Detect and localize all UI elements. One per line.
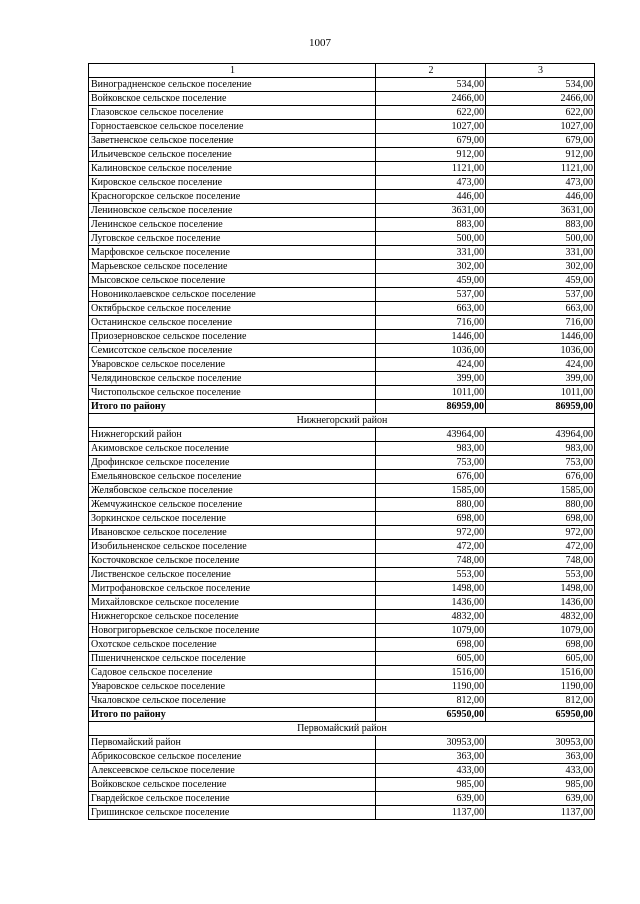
value-col-3-cell: 1011,00 [486,386,595,400]
value-col-3-cell: 605,00 [486,652,595,666]
table-row [89,288,595,302]
value-col-3-cell: 331,00 [486,246,595,260]
table-row [89,372,595,386]
table-row [89,792,595,806]
value-col-2-cell: 883,00 [376,218,486,232]
value-col-2-cell: 363,00 [376,750,486,764]
table-row [89,386,595,400]
table-row [89,736,595,750]
value-col-3-cell: 983,00 [486,442,595,456]
value-col-3-cell: 985,00 [486,778,595,792]
value-col-2-cell: 663,00 [376,302,486,316]
settlement-name-cell: Калиновское сельское поселение [89,162,376,176]
settlement-name-cell: Чкаловское сельское поселение [89,694,376,708]
settlement-name-cell: Изобильненское сельское поселение [89,540,376,554]
table-row [89,610,595,624]
value-col-3-cell: 639,00 [486,792,595,806]
value-col-3-cell: 748,00 [486,554,595,568]
value-col-3-cell: 883,00 [486,218,595,232]
value-col-2-cell: 679,00 [376,134,486,148]
table-row [89,596,595,610]
value-col-2-cell: 459,00 [376,274,486,288]
value-col-2-cell: 676,00 [376,470,486,484]
settlement-name-cell: Михайловское сельское поселение [89,596,376,610]
value-col-3-cell: 880,00 [486,498,595,512]
value-col-2-cell: 1436,00 [376,596,486,610]
settlement-name-cell: Виноградненское сельское поселение [89,78,376,92]
value-col-3-cell: 30953,00 [486,736,595,750]
table-row [89,232,595,246]
value-col-2-cell: 302,00 [376,260,486,274]
table-row [89,750,595,764]
settlement-name-cell: Новогригорьевское сельское поселение [89,624,376,638]
settlement-name-cell: Акимовское сельское поселение [89,442,376,456]
settlement-name-cell: Гришинское сельское поселение [89,806,376,820]
section-header-row [89,722,595,736]
settlement-name-cell: Лениновское сельское поселение [89,204,376,218]
settlement-name-cell: Ленинское сельское поселение [89,218,376,232]
table-row [89,92,595,106]
value-col-3-cell: 433,00 [486,764,595,778]
value-col-3-cell: 446,00 [486,190,595,204]
value-col-2-cell: 880,00 [376,498,486,512]
value-col-2-cell: 399,00 [376,372,486,386]
value-col-2-cell: 4832,00 [376,610,486,624]
table-row [89,666,595,680]
table-row [89,694,595,708]
value-col-3-cell: 753,00 [486,456,595,470]
value-col-3-cell: 972,00 [486,526,595,540]
settlement-name-cell: Жемчужинское сельское поселение [89,498,376,512]
table-row [89,344,595,358]
table-row [89,78,595,92]
value-col-2-cell: 424,00 [376,358,486,372]
table-row [89,274,595,288]
value-col-2-cell: 86959,00 [376,400,486,414]
settlement-name-cell: Нижнегорское сельское поселение [89,610,376,624]
value-col-3-cell: 1079,00 [486,624,595,638]
table-row [89,428,595,442]
table-row [89,120,595,134]
value-col-3-cell: 86959,00 [486,400,595,414]
value-col-2-cell: 1027,00 [376,120,486,134]
table-row [89,806,595,820]
settlement-name-cell: Уваровское сельское поселение [89,358,376,372]
table-row [89,330,595,344]
settlement-name-cell: Марьевское сельское поселение [89,260,376,274]
value-col-2-cell: 698,00 [376,638,486,652]
table-row [89,134,595,148]
value-col-2-cell: 748,00 [376,554,486,568]
table-row [89,498,595,512]
settlement-name-cell: Абрикосовское сельское поселение [89,750,376,764]
value-col-2-cell: 972,00 [376,526,486,540]
settlement-name-cell: Емельяновское сельское поселение [89,470,376,484]
settlement-name-cell: Первомайский район [89,736,376,750]
table-row [89,260,595,274]
value-col-2-cell: 537,00 [376,288,486,302]
settlement-name-cell: Итого по району [89,708,376,722]
settlement-name-cell: Ильичевское сельское поселение [89,148,376,162]
value-col-3-cell: 1190,00 [486,680,595,694]
value-col-2-cell: 605,00 [376,652,486,666]
value-col-2-cell: 1516,00 [376,666,486,680]
value-col-2-cell: 3631,00 [376,204,486,218]
value-col-2-cell: 500,00 [376,232,486,246]
settlement-name-cell: Челядиновское сельское поселение [89,372,376,386]
table-header-row [89,64,595,78]
settlement-name-cell: Лиственское сельское поселение [89,568,376,582]
header-col-2: 2 [376,64,486,78]
value-col-2-cell: 622,00 [376,106,486,120]
table-row [89,540,595,554]
budget-table [88,63,595,820]
value-col-3-cell: 65950,00 [486,708,595,722]
settlement-name-cell: Останинское сельское поселение [89,316,376,330]
value-col-2-cell: 433,00 [376,764,486,778]
value-col-2-cell: 65950,00 [376,708,486,722]
settlement-name-cell: Семисотское сельское поселение [89,344,376,358]
table-row [89,316,595,330]
value-col-2-cell: 553,00 [376,568,486,582]
settlement-name-cell: Новониколаевское сельское поселение [89,288,376,302]
value-col-2-cell: 1036,00 [376,344,486,358]
table-row [89,554,595,568]
table-row [89,512,595,526]
value-col-2-cell: 1446,00 [376,330,486,344]
value-col-3-cell: 4832,00 [486,610,595,624]
value-col-3-cell: 1446,00 [486,330,595,344]
table-row [89,246,595,260]
table-row [89,778,595,792]
value-col-3-cell: 43964,00 [486,428,595,442]
table-row [89,582,595,596]
value-col-3-cell: 1027,00 [486,120,595,134]
settlement-name-cell: Алексеевское сельское поселение [89,764,376,778]
value-col-2-cell: 43964,00 [376,428,486,442]
value-col-2-cell: 983,00 [376,442,486,456]
value-col-3-cell: 1137,00 [486,806,595,820]
settlement-name-cell: Войковское сельское поселение [89,778,376,792]
value-col-2-cell: 1585,00 [376,484,486,498]
settlement-name-cell: Зоркинское сельское поселение [89,512,376,526]
value-col-2-cell: 1137,00 [376,806,486,820]
table-row [89,484,595,498]
value-col-2-cell: 30953,00 [376,736,486,750]
table-row [89,218,595,232]
value-col-2-cell: 1121,00 [376,162,486,176]
settlement-name-cell: Красногорское сельское поселение [89,190,376,204]
value-col-2-cell: 985,00 [376,778,486,792]
value-col-3-cell: 1436,00 [486,596,595,610]
settlement-name-cell: Глазовское сельское поселение [89,106,376,120]
settlement-name-cell: Марфовское сельское поселение [89,246,376,260]
value-col-3-cell: 302,00 [486,260,595,274]
table-row [89,456,595,470]
table-row [89,526,595,540]
settlement-name-cell: Уваровское сельское поселение [89,680,376,694]
value-col-2-cell: 473,00 [376,176,486,190]
table-row [89,652,595,666]
table-row [89,302,595,316]
value-col-2-cell: 716,00 [376,316,486,330]
settlement-name-cell: Косточковское сельское поселение [89,554,376,568]
settlement-name-cell: Итого по району [89,400,376,414]
value-col-2-cell: 753,00 [376,456,486,470]
settlement-name-cell: Гвардейское сельское поселение [89,792,376,806]
table-row [89,162,595,176]
settlement-name-cell: Кировское сельское поселение [89,176,376,190]
value-col-3-cell: 912,00 [486,148,595,162]
settlement-name-cell: Ивановское сельское поселение [89,526,376,540]
value-col-3-cell: 676,00 [486,470,595,484]
table-row [89,106,595,120]
table-row [89,568,595,582]
value-col-3-cell: 1585,00 [486,484,595,498]
value-col-3-cell: 1036,00 [486,344,595,358]
settlement-name-cell: Митрофановское сельское поселение [89,582,376,596]
page-number: 1007 [309,37,331,49]
value-col-3-cell: 663,00 [486,302,595,316]
settlement-name-cell: Дрофинское сельское поселение [89,456,376,470]
settlement-name-cell: Нижнегорский район [89,428,376,442]
value-col-3-cell: 679,00 [486,134,595,148]
settlement-name-cell: Луговское сельское поселение [89,232,376,246]
settlement-name-cell: Войковское сельское поселение [89,92,376,106]
value-col-2-cell: 534,00 [376,78,486,92]
value-col-2-cell: 639,00 [376,792,486,806]
value-col-3-cell: 812,00 [486,694,595,708]
settlement-name-cell: Октябрьское сельское поселение [89,302,376,316]
value-col-2-cell: 1011,00 [376,386,486,400]
header-col-1: 1 [89,64,376,78]
settlement-name-cell: Чистопольское сельское поселение [89,386,376,400]
value-col-3-cell: 622,00 [486,106,595,120]
settlement-name-cell: Приозерновское сельское поселение [89,330,376,344]
value-col-3-cell: 473,00 [486,176,595,190]
value-col-3-cell: 2466,00 [486,92,595,106]
settlement-name-cell: Садовое сельское поселение [89,666,376,680]
value-col-2-cell: 912,00 [376,148,486,162]
value-col-2-cell: 1079,00 [376,624,486,638]
settlement-name-cell: Заветненское сельское поселение [89,134,376,148]
value-col-2-cell: 1498,00 [376,582,486,596]
value-col-2-cell: 812,00 [376,694,486,708]
value-col-3-cell: 534,00 [486,78,595,92]
value-col-3-cell: 716,00 [486,316,595,330]
value-col-3-cell: 459,00 [486,274,595,288]
settlement-name-cell: Мысовское сельское поселение [89,274,376,288]
value-col-2-cell: 446,00 [376,190,486,204]
value-col-2-cell: 1190,00 [376,680,486,694]
table-body [89,64,595,820]
value-col-3-cell: 424,00 [486,358,595,372]
value-col-2-cell: 2466,00 [376,92,486,106]
table-row [89,358,595,372]
value-col-2-cell: 472,00 [376,540,486,554]
settlement-name-cell: Пшеничненское сельское поселение [89,652,376,666]
value-col-3-cell: 1516,00 [486,666,595,680]
value-col-3-cell: 698,00 [486,512,595,526]
value-col-3-cell: 3631,00 [486,204,595,218]
table-row [89,764,595,778]
value-col-3-cell: 399,00 [486,372,595,386]
value-col-3-cell: 1121,00 [486,162,595,176]
settlement-name-cell: Желябовское сельское поселение [89,484,376,498]
table-row [89,680,595,694]
value-col-3-cell: 698,00 [486,638,595,652]
total-row [89,400,595,414]
value-col-3-cell: 472,00 [486,540,595,554]
table-row [89,638,595,652]
section-title: Нижнегорский район [89,414,595,428]
header-col-3: 3 [486,64,595,78]
table-row [89,190,595,204]
value-col-2-cell: 331,00 [376,246,486,260]
value-col-3-cell: 553,00 [486,568,595,582]
table-row [89,442,595,456]
value-col-3-cell: 500,00 [486,232,595,246]
table-row [89,148,595,162]
value-col-2-cell: 698,00 [376,512,486,526]
section-title: Первомайский район [89,722,595,736]
value-col-3-cell: 363,00 [486,750,595,764]
settlement-name-cell: Горностаевское сельское поселение [89,120,376,134]
total-row [89,708,595,722]
table-row [89,470,595,484]
table-row [89,176,595,190]
table-row [89,624,595,638]
value-col-3-cell: 537,00 [486,288,595,302]
value-col-3-cell: 1498,00 [486,582,595,596]
settlement-name-cell: Охотское сельское поселение [89,638,376,652]
section-header-row [89,414,595,428]
table-row [89,204,595,218]
